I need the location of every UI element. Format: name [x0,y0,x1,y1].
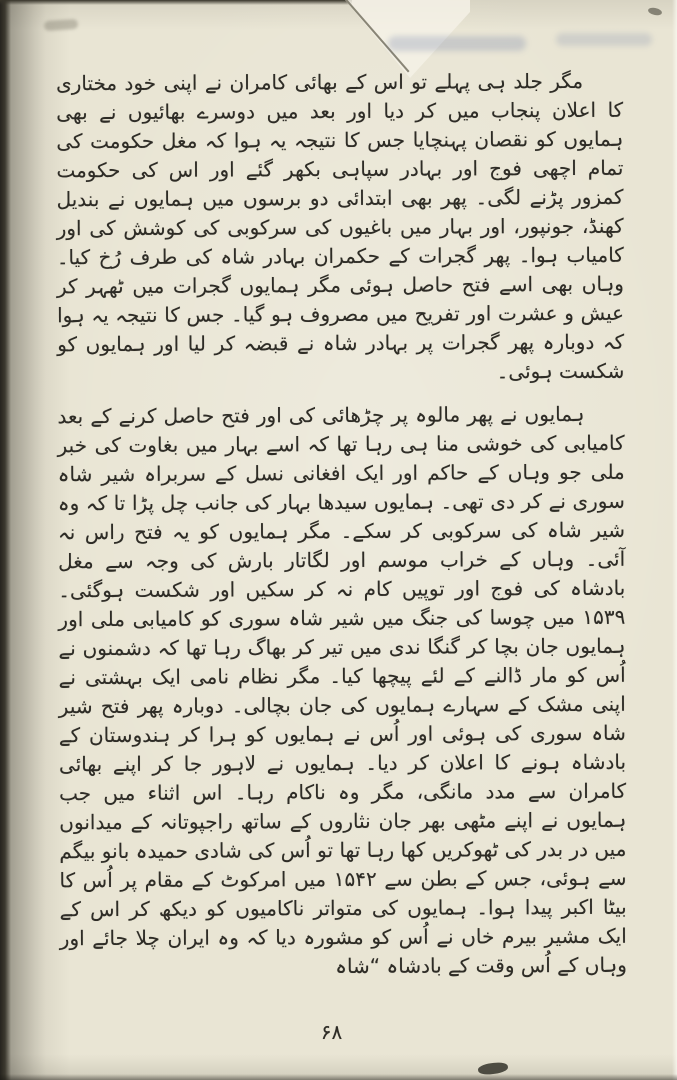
page-text [56,67,627,996]
scan-edge-top [0,0,352,5]
pencil-mark [44,19,79,31]
paragraph-2: ہمایوں نے پھر مالوہ پر چڑھائی کی اور فتح حاصل کرنے کے بعد کامیابی کی خوشی منا ہی رہا تھا کہ اسے بہار میں بغاوت کی خبر ملی جو وہاں کے حاکم اور ایک افغانی نسل کے سربراہ شیر شاہ سوری نے کر دی تھی۔ ہمایوں سیدھا بہار کی جانب چل پڑا تا کہ وہ شیر شاہ کی سرکوبی کر سکے۔ مگر ہمایوں کو یہ فتح راس نہ آئی۔ وہاں کے خراب موسم اور لگاتار بارش کی وجہ سے مغل بادشاہ کی فوج اور توپیں کام نہ کر سکیں اور شکست ہوگئی۔ ۱۵۳۹ میں چوسا کی جنگ میں شیر شاہ سوری کو کامیابی ملی اور ہمایوں جان بچا کر گنگا ندی میں تیر کر بھاگ رہا تھا کہ دشمنوں نے اُس کو مار ڈالنے کے لئے پیچھا کیا۔ مگر نظام نامی ایک بہشتی نے اپنی مشک کے سہارے ہمایوں کی جان بچالی۔ دوبارہ پھر فتح شیر شاہ سوری کی ہوئی اور اُس نے ہمایوں کو ہرا کر ہندوستان کے بادشاہ ہونے کا اعلان کر دیا۔ ہمایوں نے لاہور جا کر اپنے بھائی کامران سے مدد مانگی، مگر وہ ناکام رہا۔ اس اثناء میں جب ہمایوں نے اپنے مٹھی بھر جان نثاروں کے ساتھ راجپوتانہ کے میدانوں میں در بدر کی ٹھوکریں کھا رہا تھا تو اُس کی شادی حمیدہ بانو بیگم سے ہوئی، جس کے بطن سے ۱۵۴۲ میں امرکوٹ کے مقام پر اُس کا بیٹا اکبر پیدا ہوا۔ ہمایوں کی متواتر ناکامیوں کو دیکھ کر اس کے ایک مشیر بیرم خاں نے اُس کو مشورہ دیا کہ وہ ایران چلا جائے اور وہاں کے اُس وقت کے بادشاہ “شاہ [57,401,627,979]
scan-edge-left [0,0,11,1080]
scan-edge-bottom [0,1074,677,1080]
ink-bleedthrough-mark [556,33,652,46]
page-number: ۶۸ [320,1020,343,1044]
corner-speck-mark [647,7,662,17]
paragraph-1: مگر جلد ہی پہلے تو اس کے بھائی کامران نے اپنی خود مختاری کا اعلان پنجاب میں کر دیا اور بعد میں دوسرے بھائیوں نے بھی ہمایوں کو نقصان پہنچایا جس کا نتیجہ یہ ہوا کہ مغل حکومت کی تمام اچھی فوج اور بہادر سپاہی بکھر گئے اور اس کی حکومت کمزور پڑنے لگی۔ پھر بھی ابتدائی دو برسوں میں ہمایوں نے بندیل کھنڈ، جونپور، اور بہار میں باغیوں کی سرکوبی کی کوشش کی اور کامیاب ہوا۔ پھر گجرات کے حکمران بہادر شاہ کی طرف رُخ کیا۔ وہاں بھی اسے فتح حاصل ہوئی مگر ہمایوں گجرات میں ٹھہر کر عیش و عشرت اور تفریح میں مصروف ہو گیا۔ جس کا نتیجہ یہ ہوا کہ دوبارہ پھر گجرات پر بہادر شاہ نے قبضہ کر لیا اور ہمایوں کو شکست ہوئی۔ [55,68,625,384]
scan-edge-right [672,0,677,1080]
ink-bleedthrough-mark [388,36,526,51]
